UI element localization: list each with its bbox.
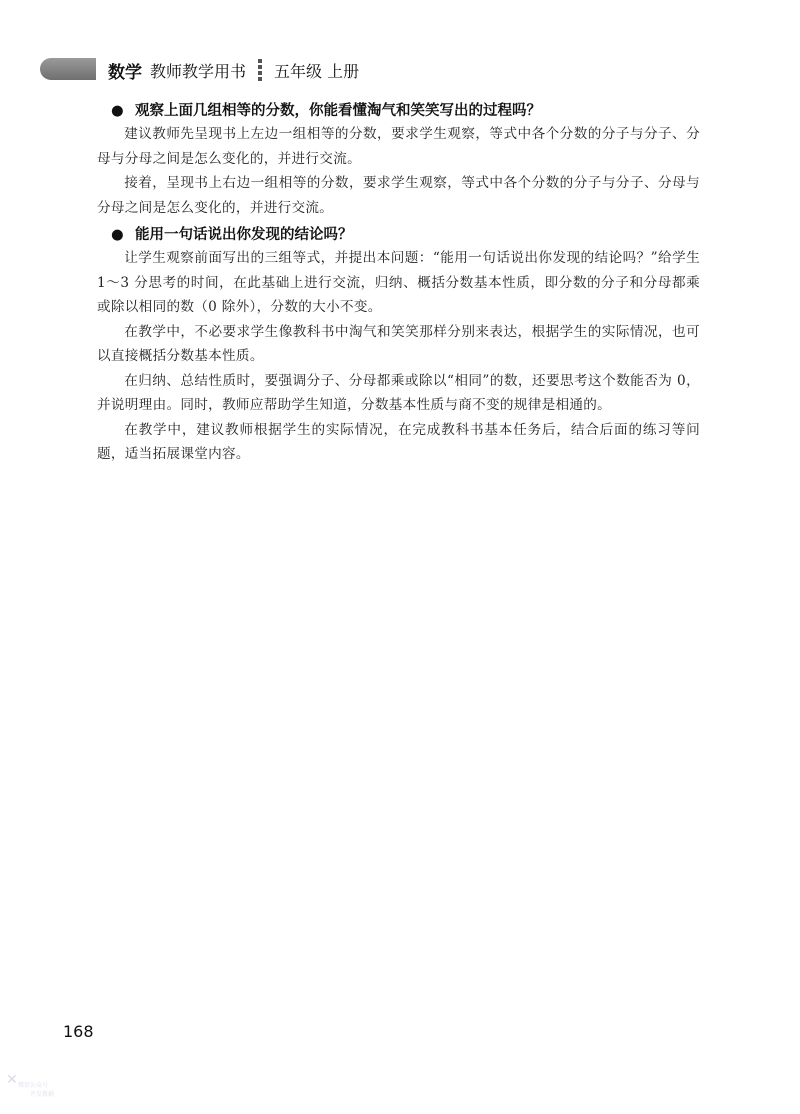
bullet-icon: ● — [111, 227, 124, 243]
page-body — [97, 96, 700, 467]
header-tab-decoration — [40, 58, 96, 80]
paragraph: 接着，呈现书上右边一组相等的分数，要求学生观察，等式中各个分数的分子与分子、分母与分母之间是怎么变化的，并进行交流。 — [97, 175, 700, 216]
bullet-icon: ● — [111, 103, 124, 119]
question-text: 观察上面几组相等的分数，你能看懂淘气和笑笑写出的过程吗？ — [135, 103, 541, 119]
paragraph: 在教学中，不必要求学生像教科书中淘气和笑笑那样分别来表达，根据学生的实际情况，也可以直接概括分数基本性质。 — [97, 323, 700, 364]
header-grade: 五年级 上册 — [274, 61, 360, 81]
section-question-1 — [97, 100, 700, 122]
header-subject: 数学 — [108, 62, 142, 83]
header-separator — [258, 59, 262, 81]
question-text: 能用一句话说出你发现的结论吗？ — [135, 227, 353, 243]
paragraph: 让学生观察前面写出的三组等式，并提出本问题：“能用一句话说出你发现的结论吗？”给学生 1～3 分思考的时间，在此基础上进行交流，归纳、概括分数基本性质，即分数的分子和分母都乘或除以相同的数（0 除外），分数的大小不变。 — [97, 250, 700, 315]
watermark — [6, 1072, 76, 1106]
paragraph: 在教学中，建议教师根据学生的实际情况，在完成教科书基本任务后，结合后面的练习等问题，适当拓展课堂内容。 — [97, 421, 700, 462]
paragraph: 在归纳、总结性质时，要强调分子、分母都乘或除以“相同”的数，还要思考这个数能否为 0，并说明理由。同时，教师应帮助学生知道，分数基本性质与商不变的规律是相通的。 — [97, 372, 700, 413]
page-number: 168 — [63, 1022, 94, 1041]
section-question-2 — [97, 224, 700, 246]
watermark-line-2: 开发教辅 — [30, 1091, 55, 1098]
x-logo-icon: ✕ — [6, 1072, 18, 1088]
paragraph: 建议教师先呈现书上左边一组相等的分数，要求学生观察，等式中各个分数的分子与分子、分母与分母之间是怎么变化的，并进行交流。 — [97, 126, 700, 167]
watermark-line-1: 微信公众号 — [18, 1082, 49, 1089]
running-header — [108, 58, 359, 82]
header-book-title: 教师教学用书 — [150, 61, 247, 81]
